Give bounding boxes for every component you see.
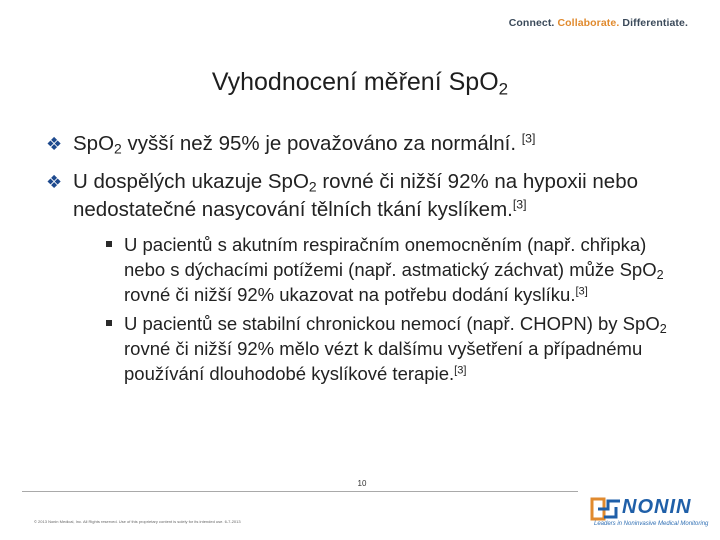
slide-title: Vyhodnocení měření SpO$_2$	[211, 68, 509, 99]
sub-bullet-item: U pacientů s akutním respiračním onemocněním (např. chřipka) nebo s dýchacími potížemi (např. astmatický záchvat) může SpO$_2$ rovné či nižší 92% ukazovat na potřebu dodání kyslíku.[3]	[106, 232, 686, 307]
tagline-collaborate: Collaborate.	[557, 17, 620, 29]
diamond-bullet-icon: ❖	[46, 134, 63, 154]
sub-bullet-item: U pacientů se stabilní chronickou nemocí (např. CHOPN) by SpO$_2$ rovné či nižší 92% mělo vézt k dalšímu vyšetření a případnému používání dlouhodobé kyslíkové terapie.[3]	[106, 311, 686, 386]
sub-bullet-list	[46, 232, 686, 386]
logo-tagline: Leaders in Noninvasive Medical Monitoring	[594, 521, 709, 527]
tagline-connect: Connect.	[508, 17, 555, 29]
logo-wordmark: NONIN	[622, 496, 692, 518]
bullet-item: ❖ U dospělých ukazuje SpO$_2$ rovné či nižší 92% na hypoxii nebo nedostatečné nasycování tělních tkání kyslíkem.[3]	[46, 170, 639, 221]
footer-divider	[22, 491, 578, 492]
tagline-differentiate: Differentiate.	[622, 17, 688, 29]
diamond-bullet-icon: ❖	[46, 172, 63, 192]
bullet-list	[46, 130, 686, 390]
bullet-item: ❖ SpO$_2$ vyšší než 95% je považováno za normální. [3]	[46, 131, 536, 157]
square-bullet-icon	[106, 241, 112, 247]
page-number: 10	[357, 479, 367, 488]
nonin-logo-icon	[590, 497, 622, 521]
copyright-text: © 2013 Nonin Medical, Inc. All Rights reserved. Use of this proprietary content is solely for its intended use. 6-7-2013	[34, 519, 241, 524]
header-tagline	[509, 17, 688, 29]
nonin-logo	[588, 494, 708, 534]
square-bullet-icon	[106, 320, 112, 326]
